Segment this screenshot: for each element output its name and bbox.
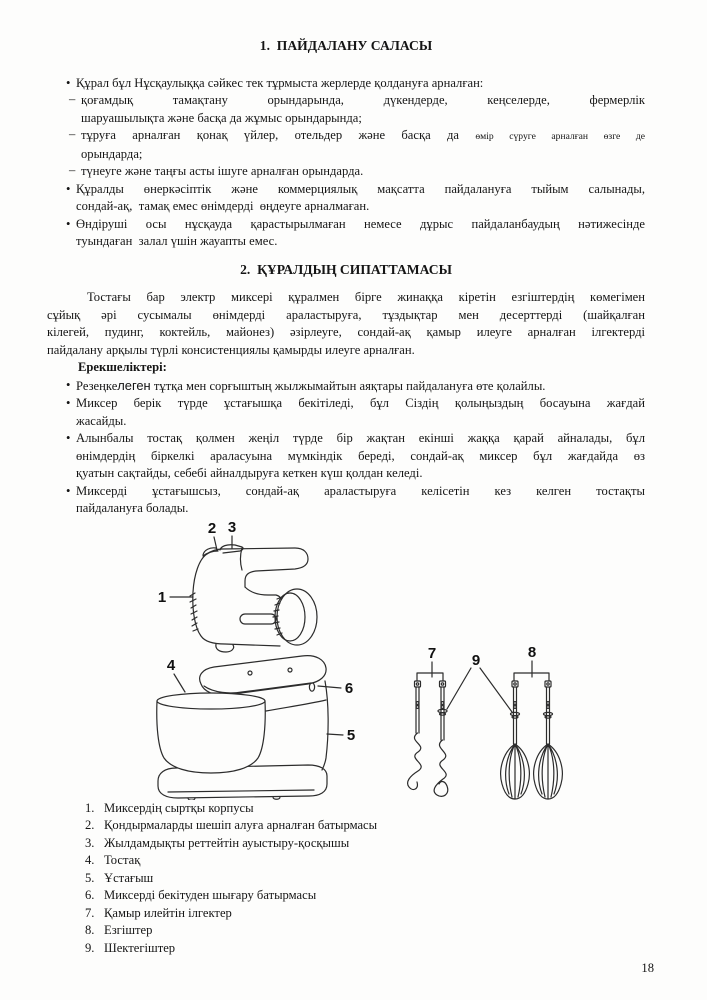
handle-inner-line	[241, 548, 243, 570]
part-label-2: 2	[207, 519, 217, 537]
leader-line-4	[174, 674, 185, 692]
column-right-edge	[322, 681, 328, 770]
release-button-shape	[309, 682, 314, 690]
leader-line-8	[514, 661, 549, 681]
text-line: қоғамдық тамақтану орындарында, дүкендерде, кеңселерде, фермерлік	[81, 93, 645, 107]
leader-line-7	[417, 662, 443, 681]
text-line	[81, 127, 645, 146]
item-text: Езгіштер	[104, 923, 153, 937]
bowl-rim	[157, 693, 265, 709]
parts-list-item-5	[47, 870, 645, 888]
item-number: 9.	[85, 940, 95, 955]
feature-bullet-4	[47, 483, 645, 518]
parts-list-item-7	[47, 905, 645, 923]
usage-dash-item-1	[47, 92, 645, 127]
text-segment-alt-font: леген	[117, 377, 151, 393]
item-number: 6.	[85, 888, 95, 902]
bullet-marker: •	[66, 396, 71, 410]
item-number: 7.	[85, 905, 95, 920]
usage-bullet-2	[47, 181, 645, 216]
parts-list	[47, 800, 645, 958]
text-line: Құралды өнеркәсіптік және коммерциялық мақсатта пайдалануға тыйым салынады,	[76, 181, 645, 196]
bullet-marker: •	[66, 75, 71, 90]
usage-bullet-3	[47, 216, 645, 251]
item-number: 5.	[85, 870, 95, 885]
text-line: өнімдердің біркелкі араласуына мүмкіндік береді, сондай-ақ миксер бұл жағдайда өз	[76, 448, 645, 463]
text-segment: тұруға арналған қонақ үйлер, отельдер және басқа да	[81, 128, 476, 142]
eject-button-shape	[203, 547, 218, 555]
feature-bullet-1	[47, 377, 645, 396]
feature-bullet-3	[47, 430, 645, 483]
beater-right-pin	[547, 682, 549, 684]
item-number: 8.	[85, 923, 95, 937]
text-line: пайдалану арқылы түрлі консистенциялы қамырды илеуге арналған.	[47, 342, 415, 357]
part-label-5: 5	[346, 726, 356, 744]
item-text: Ұстағыш	[104, 870, 154, 885]
parts-list-item-9	[47, 940, 645, 958]
body-slot	[240, 614, 276, 624]
hook-right-spiral	[434, 740, 448, 796]
beater-right-cap	[545, 681, 551, 687]
mixer-parts-diagram	[90, 518, 650, 800]
section-1-title: 1. ПАЙДАЛАНУ САЛАСЫ	[259, 38, 433, 53]
parts-list-item-1	[47, 800, 645, 818]
item-text: Тостақ	[104, 853, 141, 867]
text-line: сондай-ақ, тамақ емес өнімдерді өңдеуге арналмаған.	[76, 199, 370, 213]
part-label-8: 8	[527, 643, 537, 661]
text-segment-small: өмір сүруге арналған өзге де	[475, 131, 645, 142]
hook-left-detail-1	[416, 701, 419, 704]
vent-lines	[190, 593, 198, 631]
leader-line-5	[327, 734, 343, 735]
beater-left-detail-2	[514, 705, 517, 708]
beater-left-limiter-ring	[511, 712, 520, 715]
parts-list-item-8	[47, 922, 645, 940]
section-2-title: 2. ҚҰРАЛДЫҢ СИПАТТАМАСЫ	[240, 261, 452, 277]
hook-left-pin	[416, 682, 418, 684]
mixer-body-outline	[193, 554, 280, 646]
hook-right-cap	[440, 681, 446, 687]
item-number: 1.	[85, 800, 95, 815]
text-line: Алынбалы тостақ қолмен жеңіл түрде бір жақтан екінші жаққа қарай айналады, бұл	[76, 431, 645, 445]
leader-line-6	[318, 686, 341, 688]
hook-left-detail-2	[416, 705, 419, 708]
hook-right-detail-2	[441, 705, 444, 708]
beater-right-detail-2	[547, 705, 550, 708]
part-label-3: 3	[227, 518, 237, 536]
beaters-drawing	[447, 661, 562, 799]
leader-line-9	[447, 668, 512, 712]
beater-right-wires	[539, 744, 558, 799]
item-text: Қондырмаларды шешіп алуға арналған батырмасы	[104, 818, 378, 832]
item-text: Миксерді бекітуден шығару батырмасы	[104, 888, 317, 902]
text-line: шаруашылықта және басқа да жұмыс орындарында;	[81, 110, 362, 125]
item-text: Миксердің сыртқы корпусы	[104, 800, 254, 815]
bullet-marker: •	[66, 431, 71, 445]
text-line: Құрал бұл Нұсқаулыққа сәйкес тек тұрмыста жерлерде қолдануға арналған:	[76, 75, 484, 90]
hand-mixer-drawing	[170, 536, 317, 652]
mixer-foot	[216, 644, 234, 652]
text-line	[76, 377, 645, 396]
part-label-9: 9	[471, 651, 481, 669]
base-inner-line	[168, 790, 314, 792]
parts-list-item-2	[47, 817, 645, 835]
parts-list-item-4	[47, 852, 645, 870]
text-line: пайдалануға болады.	[76, 501, 189, 515]
hook-left-shaft	[416, 687, 419, 733]
item-number: 4.	[85, 853, 95, 867]
item-number: 3.	[85, 835, 95, 850]
part-label-6: 6	[344, 679, 354, 697]
beater-left-cap	[512, 681, 518, 687]
stand-and-bowl-drawing	[157, 655, 343, 799]
hook-right-detail-1	[441, 701, 444, 704]
text-line: Миксер берік түрде ұстағышқа бекітіледі, бұл Сіздің қолыңыздың босауына жағдай	[76, 396, 645, 410]
parts-list-item-6	[47, 887, 645, 905]
bullet-marker: •	[66, 483, 71, 498]
text-line: туындаған залал үшін жауапты емес.	[76, 234, 278, 248]
rear-cap-outer	[277, 589, 317, 645]
dash-marker: –	[69, 127, 76, 141]
hook-left-cap	[415, 681, 421, 687]
hook-right-shaft	[441, 687, 444, 740]
body-shelf-line	[245, 587, 282, 603]
bullet-marker: •	[66, 216, 71, 231]
text-line: кілегей, пудинг, коктейль, майонез) әзірлеуге, сондай-ақ қамыр илеуге арналған ілгектерді	[47, 325, 645, 339]
part-label-7: 7	[427, 644, 437, 662]
text-segment: тұтқа мен сорғыштың жылжымайтын аяқтары пайдалануға өте қолайлы.	[150, 378, 546, 393]
text-line: жасайды.	[76, 413, 127, 428]
bullet-marker: •	[66, 181, 71, 196]
beater-left-detail-1	[514, 701, 517, 704]
item-text: Қамыр илейтін ілгектер	[104, 905, 232, 920]
text-line: Миксерді ұстағышсыз, сондай-ақ араластыруға келісетін кез келген тостақты	[76, 483, 645, 498]
dash-marker: –	[69, 92, 76, 106]
usage-intro-bullet	[47, 75, 645, 93]
mixer-handle	[222, 548, 308, 587]
text-line: Өндіруші осы нұсқауда қарастырылмаған немесе дұрыс пайдаланбаудың нәтижесінде	[76, 216, 645, 231]
usage-dash-item-2	[47, 127, 645, 163]
text-line: орындарда;	[81, 146, 143, 161]
hook-right-limiter-ring	[438, 709, 447, 712]
hook-right-pin	[441, 682, 443, 684]
beater-right-detail-1	[547, 701, 550, 704]
hook-left-spiral	[408, 733, 422, 789]
part-label-4: 4	[166, 656, 176, 674]
item-text: Жылдамдықты реттейтін ауыстыру-қосқышы	[104, 835, 350, 850]
part-label-1: 1	[157, 588, 167, 606]
beater-right-limiter-ring	[544, 712, 553, 715]
text-line: түнеуге және таңғы асты ішуге арналған орындарда.	[81, 164, 364, 178]
item-number: 2.	[85, 818, 95, 832]
beater-left-wires	[506, 744, 525, 799]
bowl-body	[157, 701, 265, 773]
parts-list-item-3	[47, 835, 645, 853]
column-seam	[266, 700, 326, 711]
text-line: сұйық әрі сусымалы өнімдерді араластыруға, тұздықтар мен десерттерді (шайқалған	[47, 307, 645, 322]
features-label: Ерекшеліктері:	[78, 360, 167, 374]
usage-dash-item-3	[47, 163, 645, 181]
bullet-marker: •	[66, 377, 71, 392]
text-segment: Резеңке	[76, 378, 118, 393]
text-line: Тостағы бар электр миксері құралмен бірге жинаққа кіретін езгіштердің көмегімен	[87, 290, 645, 304]
description-paragraph	[47, 289, 645, 359]
item-text: Шектегіштер	[104, 940, 176, 955]
dash-marker: –	[69, 163, 76, 177]
text-line: қуатын сақтайды, себебі айналдыруға кеткен күш қолдан келеді.	[76, 466, 423, 480]
beater-left-pin	[514, 682, 516, 684]
dough-hooks-drawing	[408, 662, 448, 796]
page-number: 18	[641, 961, 654, 975]
feature-bullet-2	[47, 395, 645, 430]
